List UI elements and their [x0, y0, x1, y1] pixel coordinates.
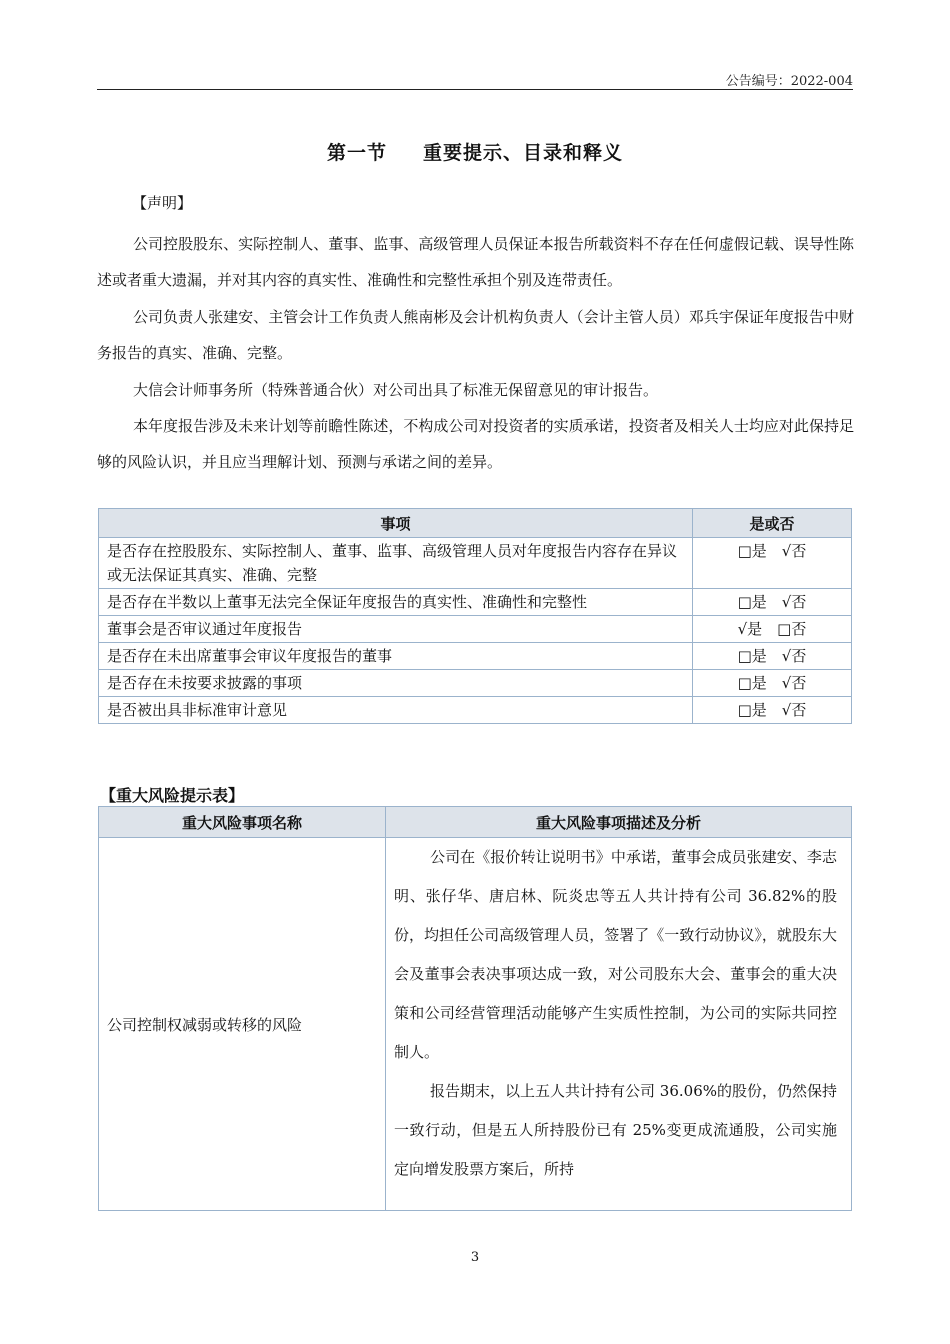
table-header-row: [99, 807, 852, 838]
risk-table-label: 【重大风险提示表】: [100, 786, 245, 805]
table-row: [99, 838, 852, 1211]
risk-description-paragraph: 公司在《报价转让说明书》中承诺，董事会成员张建安、李志明、张仔华、唐启林、阮炎忠等五人共计持有公司 36.82%的股份，均担任公司高级管理人员，签署了《一致行动协议》，就股东大会及董事会表决事项达成一致，对公司股东大会、董事会的重大决策和公司经营管理活动能够产生实质性控制，为公司的实际共同控制人。: [394, 848, 837, 1061]
page-number: 3: [470, 1250, 480, 1265]
confirmation-table: [98, 508, 852, 724]
section-number: 第一节: [326, 142, 387, 164]
item-cell: 是否存在未出席董事会审议年度报告的董事: [99, 643, 693, 670]
declaration-paragraph: 公司控股股东、实际控制人、董事、监事、高级管理人员保证本报告所载资料不存在任何虚假记载、误导性陈述或者重大遗漏，并对其内容的真实性、准确性和完整性承担个别及连带责任。: [97, 235, 854, 289]
table-row: [99, 643, 852, 670]
column-header-risk-description: 重大风险事项描述及分析: [386, 807, 852, 838]
announcement-number: 公告编号：2022-004: [725, 74, 853, 89]
column-header-item: 事项: [99, 509, 693, 538]
declaration-paragraph: 大信会计师事务所（特殊普通合伙）对公司出具了标准无保留意见的审计报告。: [133, 381, 659, 399]
section-title: [0, 138, 950, 165]
column-header-answer: 是或否: [693, 509, 852, 538]
answer-cell: □是 √否: [693, 589, 852, 616]
risk-description-cell: [386, 838, 852, 1211]
item-cell: 是否存在控股股东、实际控制人、董事、监事、高级管理人员对年度报告内容存在异议或无法保证其真实、准确、完整: [99, 538, 693, 589]
item-cell: 董事会是否审议通过年度报告: [99, 616, 693, 643]
table-row: [99, 670, 852, 697]
table-row: [99, 589, 852, 616]
declaration-label: 【声明】: [132, 194, 193, 212]
section-name: 重要提示、目录和释义: [423, 142, 624, 164]
item-cell: 是否存在未按要求披露的事项: [99, 670, 693, 697]
answer-cell: □是 √否: [693, 670, 852, 697]
declaration-paragraph: 公司负责人张建安、主管会计工作负责人熊南彬及会计机构负责人（会计主管人员）邓兵宇保证年度报告中财务报告的真实、准确、完整。: [97, 308, 854, 362]
table-row: [99, 697, 852, 724]
answer-cell: □是 √否: [693, 538, 852, 589]
table-header-row: [99, 509, 852, 538]
table-row: [99, 616, 852, 643]
risk-description-paragraph: 报告期末，以上五人共计持有公司 36.06%的股份，仍然保持一致行动，但是五人所持股份已有 25%变更成流通股，公司实施定向增发股票方案后，所持: [394, 1082, 837, 1178]
column-header-risk-name: 重大风险事项名称: [99, 807, 386, 838]
major-risk-table: [98, 806, 852, 1211]
answer-cell: □是 √否: [693, 643, 852, 670]
header-divider: [97, 89, 853, 90]
table-row: [99, 538, 852, 589]
declaration-paragraph: 本年度报告涉及未来计划等前瞻性陈述，不构成公司对投资者的实质承诺，投资者及相关人士均应对此保持足够的风险认识，并且应当理解计划、预测与承诺之间的差异。: [97, 417, 854, 471]
risk-name-cell: 公司控制权减弱或转移的风险: [99, 838, 386, 1211]
item-cell: 是否被出具非标准审计意见: [99, 697, 693, 724]
answer-cell: □是 √否: [693, 697, 852, 724]
item-cell: 是否存在半数以上董事无法完全保证年度报告的真实性、准确性和完整性: [99, 589, 693, 616]
answer-cell: √是 □否: [693, 616, 852, 643]
